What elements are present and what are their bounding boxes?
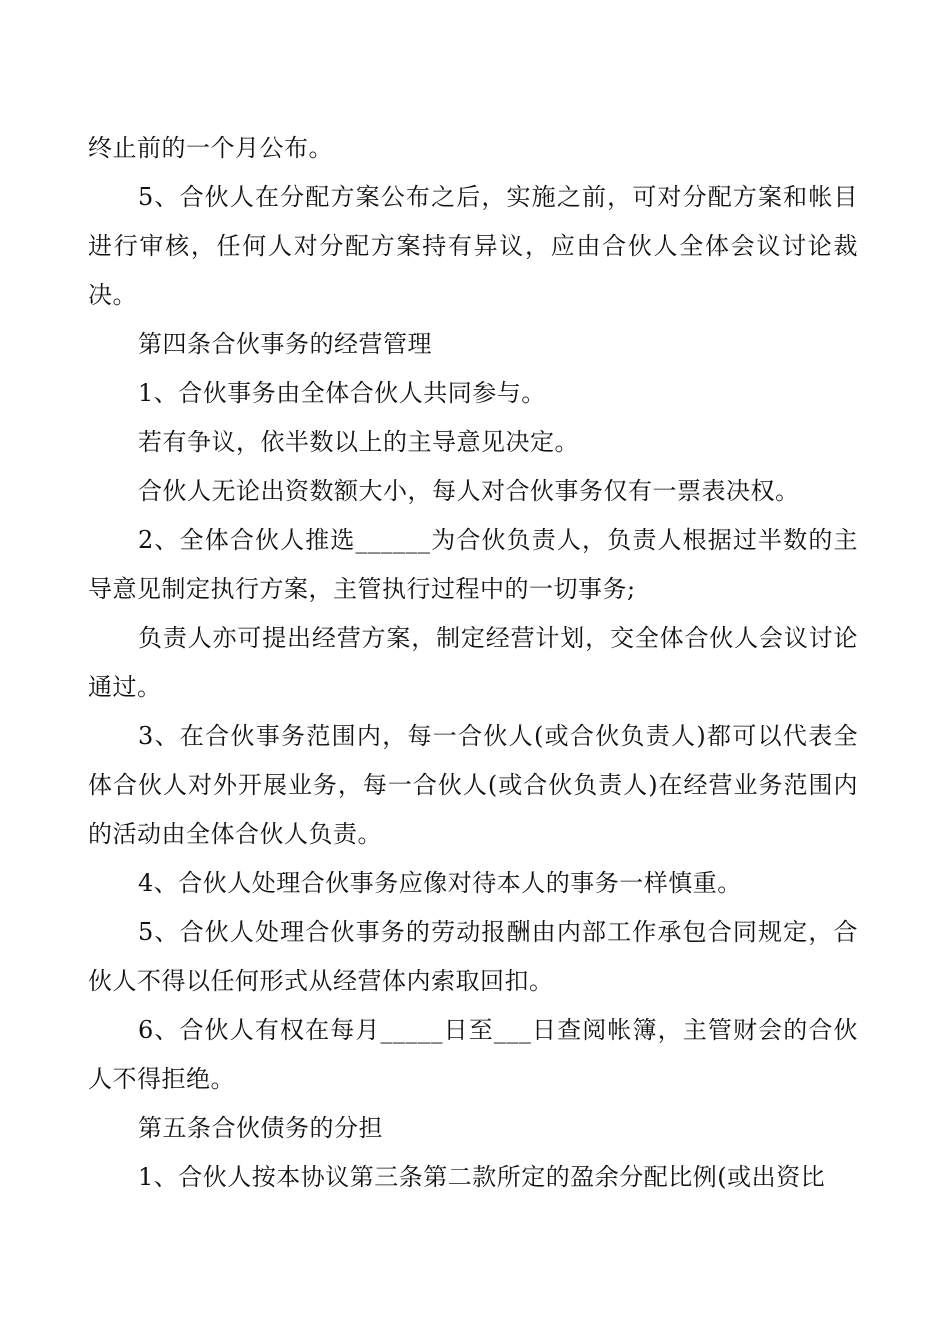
- paragraph-4: 1、合伙事务由全体合伙人共同参与。: [138, 379, 546, 407]
- paragraph-1: 终止前的一个月公布。: [88, 134, 333, 162]
- paragraph-2: 5、合伙人在分配方案公布之后，实施之前，可对分配方案和帐目进行审核，任何人对分配方案持有异议，应由合伙人全体会议讨论裁决。: [88, 183, 858, 309]
- paragraph-12: 6、合伙人有权在每月_____日至___日查阅帐簿，主管财会的合伙人不得拒绝。: [88, 1016, 858, 1093]
- paragraph-10: 4、合伙人处理合伙事务应像对待本人的事务一样慎重。: [138, 869, 742, 897]
- paragraph-7: 2、全体合伙人推选______为合伙负责人，负责人根据过半数的主导意见制定执行方案，主管执行过程中的一切事务;: [88, 526, 858, 603]
- paragraph-8: 负责人亦可提出经营方案，制定经营计划，交全体合伙人会议讨论通过。: [88, 624, 858, 701]
- section-heading-4: 第四条合伙事务的经营管理: [138, 330, 432, 358]
- paragraph-5: 若有争议，依半数以上的主导意见决定。: [138, 428, 579, 456]
- paragraph-14: 1、合伙人按本协议第三条第二款所定的盈余分配比例(或出资比: [138, 1163, 826, 1191]
- paragraph-9: 3、在合伙事务范围内，每一合伙人(或合伙负责人)都可以代表全体合伙人对外开展业务，每一合伙人(或合伙负责人)在经营业务范围内的活动由全体合伙人负责。: [88, 722, 858, 848]
- document-body: [88, 124, 858, 1202]
- paragraph-11: 5、合伙人处理合伙事务的劳动报酬由内部工作承包合同规定，合伙人不得以任何形式从经营体内索取回扣。: [88, 918, 858, 995]
- section-heading-5: 第五条合伙债务的分担: [138, 1114, 383, 1142]
- paragraph-6: 合伙人无论出资数额大小，每人对合伙事务仅有一票表决权。: [138, 477, 800, 505]
